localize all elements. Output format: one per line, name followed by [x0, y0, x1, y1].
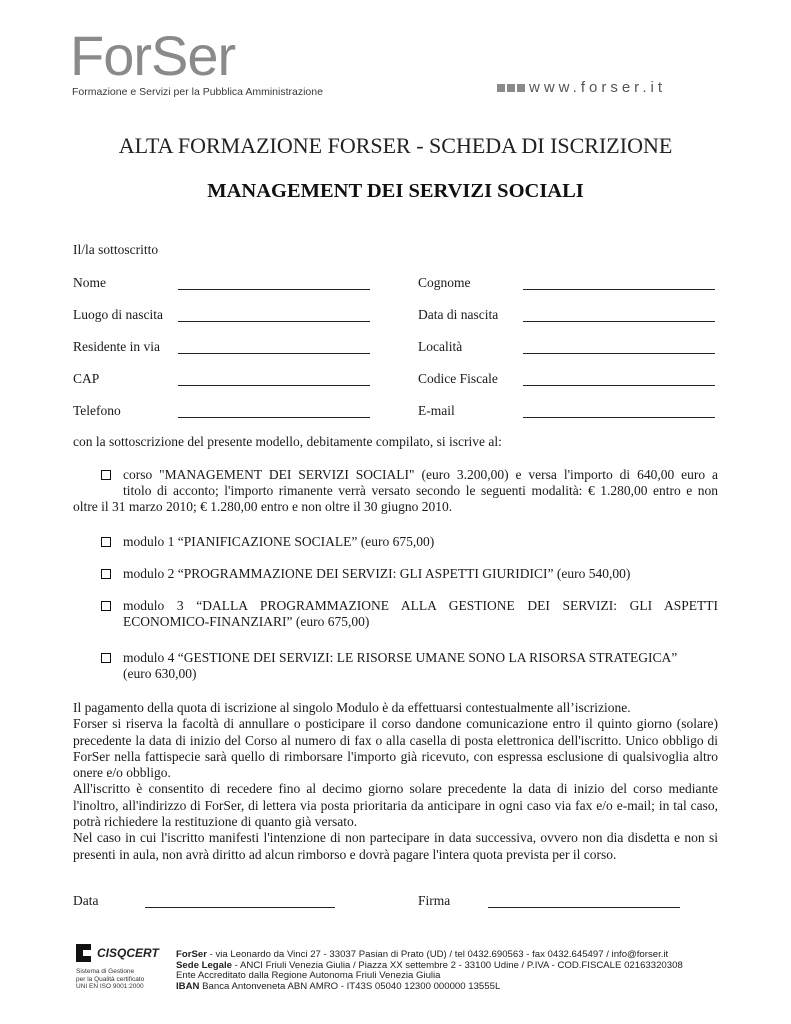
cisqcert-text: CISQCERT [97, 946, 159, 960]
cognome-label: Cognome [418, 275, 471, 290]
nome-label: Nome [73, 275, 106, 290]
firma-field[interactable] [488, 907, 680, 908]
cisqcert-icon [74, 942, 94, 964]
intro-text: Il/la sottoscritto [73, 242, 159, 257]
logo-tagline: Formazione e Servizi per la Pubblica Amministrazione [72, 86, 323, 98]
modulo2-checkbox[interactable] [101, 569, 111, 579]
luogo-nascita-label: Luogo di nascita [73, 307, 163, 322]
firma-label: Firma [418, 893, 451, 908]
squares-icon [497, 84, 525, 92]
corso-option-cont: titolo di acconto; l'importo rimanente verrà versato secondo le seguenti modalità: € 1.280,00 entro e non [123, 483, 718, 498]
cap-label: CAP [73, 371, 100, 386]
email-field[interactable] [523, 417, 715, 418]
page-title: ALTA FORMAZIONE FORSER - SCHEDA DI ISCRIZIONE [118, 133, 673, 158]
data-field[interactable] [145, 907, 335, 908]
modulo1-checkbox[interactable] [101, 537, 111, 547]
localita-field[interactable] [523, 353, 715, 354]
data-nascita-field[interactable] [523, 321, 715, 322]
cisqcert-logo [74, 942, 159, 964]
luogo-nascita-field[interactable] [178, 321, 370, 322]
codice-fiscale-field[interactable] [523, 385, 715, 386]
data-label: Data [73, 893, 99, 908]
modulo3-checkbox[interactable] [101, 601, 111, 611]
corso-checkbox[interactable] [101, 470, 111, 480]
course-title: MANAGEMENT DEI SERVIZI SOCIALI [207, 180, 584, 202]
corso-option-end: oltre il 31 marzo 2010; € 1.280,00 entro e non oltre il 30 giugno 2010. [73, 499, 453, 514]
email-label: E-mail [418, 403, 455, 418]
cap-field[interactable] [178, 385, 370, 386]
modulo1-option: modulo 1 “PIANIFICAZIONE SOCIALE” (euro 675,00) [123, 534, 435, 549]
modulo3-option: modulo 3 “DALLA PROGRAMMAZIONE ALLA GESTIONE DEI SERVIZI: GLI ASPETTI [123, 598, 718, 613]
telefono-label: Telefono [73, 403, 121, 418]
modulo2-option: modulo 2 “PROGRAMMAZIONE DEI SERVIZI: GLI ASPETTI GIURIDICI” (euro 540,00) [123, 566, 631, 581]
website-url: www.forser.it [529, 79, 667, 96]
modulo4-option: modulo 4 “GESTIONE DEI SERVIZI: LE RISORSE UMANE SONO LA RISORSA STRATEGICA” [123, 650, 678, 665]
cognome-field[interactable] [523, 289, 715, 290]
residente-field[interactable] [178, 353, 370, 354]
corso-option: corso "MANAGEMENT DEI SERVIZI SOCIALI" (euro 3.200,00) e versa l'importo di 640,00 euro a [123, 467, 718, 482]
codice-fiscale-label: Codice Fiscale [418, 371, 498, 386]
residente-label: Residente in via [73, 339, 160, 354]
subscription-intro: con la sottoscrizione del presente modello, debitamente compilato, si iscrive al: [73, 434, 502, 449]
modulo3-option-cont: ECONOMICO-FINANZIARI” (euro 675,00) [123, 614, 370, 629]
modulo4-checkbox[interactable] [101, 653, 111, 663]
footer-info: ForSer - via Leonardo da Vinci 27 - 33037 Pasian di Prato (UD) / tel 0432.690563 - fax 0432.645497 / info@forser.it Sede Legale - ANCI Friuli Venezia Giulia / Piazza XX settembre 2 - 33100 Udine / P.IVA - COD.FISCALE 02163320308 Ente Accreditato dalla Regione Autonoma Friuli Venezia Giulia IBAN Banca Antonveneta ABN AMRO - IT43S 05040 12300 000000 13555L [176, 949, 683, 992]
telefono-field[interactable] [178, 417, 370, 418]
modulo4-option-cont: (euro 630,00) [123, 666, 197, 681]
forser-logo: ForSer [70, 24, 236, 87]
nome-field[interactable] [178, 289, 370, 290]
website [497, 79, 666, 96]
data-nascita-label: Data di nascita [418, 307, 499, 322]
localita-label: Località [418, 339, 463, 354]
conditions-text: Il pagamento della quota di iscrizione al singolo Modulo è da effettuarsi contestualmente all’iscrizione. Forser si riserva la facoltà di annullare o posticipare il corso dandone comunicazione entro il quinto giorno (solare) precedente la data di inizio del Corso al numero di fax o alla casella di posta elettronica dell'iscritto. Unico obbligo di ForSer nella fattispecie sarà quello di rimborsare l'importo già ricevuto, con espressa esclusione di qualsivoglia altro onere e/o obbligo. All'iscritto è consentito di recedere fino al decimo giorno solare precedente la data di inizio del corso mediante l'inoltro, all'indirizzo di ForSer, di lettera via posta prioritaria da anticipare in ogni caso via fax e/o e-mail; in tal caso, potrà richiedere la restituzione di quanto già versato. Nel caso in cui l'iscritto manifesti l'intenzione di non partecipare in data successiva, ovvero non dia disdetta e non si presenti in aula, non avrà diritto ad alcun rimborso e dovrà pagare l'intera quota prevista per il corso. [73, 700, 718, 862]
cert-text: Sistema di Gestione per la Qualità certificato UNI EN ISO 9001:2000 [76, 968, 145, 990]
